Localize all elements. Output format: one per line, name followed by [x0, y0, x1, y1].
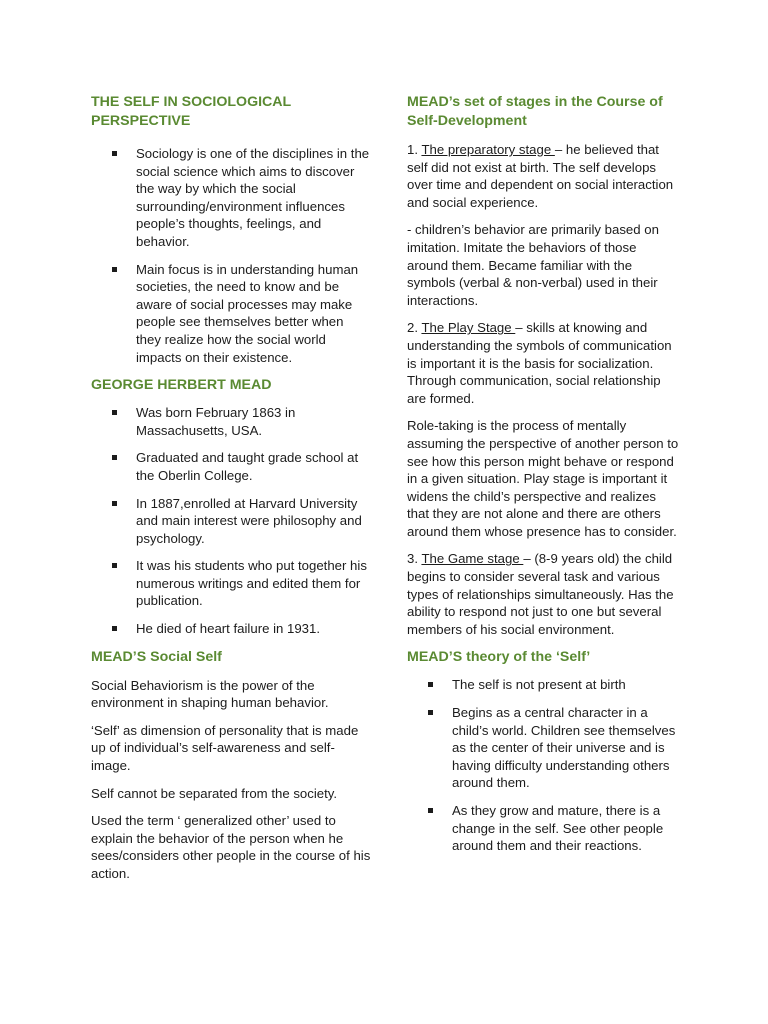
- bullet-icon: [112, 151, 117, 156]
- intro-bullet-list: [91, 145, 371, 366]
- left-column: [91, 93, 371, 893]
- section-heading-mead: GEORGE HERBERT MEAD: [91, 377, 272, 394]
- stages-section: [407, 141, 679, 638]
- right-column: [407, 93, 679, 865]
- list-item: Was born February 1863 in Massachusetts, USA.: [91, 404, 371, 439]
- paragraph: Self cannot be separated from the society.: [91, 785, 338, 801]
- list-item: Main focus is in understanding human societies, the need to know and be aware of social processes may make people see themselves better when they realize how the social world impacts on their existence.: [91, 261, 371, 367]
- paragraph: ‘Self’ as dimension of personality that is made up of individual’s self-awareness and self- image.: [91, 722, 359, 774]
- bullet-icon: [112, 563, 117, 568]
- bullet-icon: [428, 682, 433, 687]
- stage-preparatory: 1. The preparatory stage – he believed that self did not exist at birth. The self develops over time and dependent on social interaction and social experience.: [407, 142, 674, 210]
- section-heading-social-self: MEAD’S Social Self: [91, 648, 222, 665]
- bullet-icon: [112, 455, 117, 460]
- stage-game: 3. The Game stage – (8-9 years old) the child begins to consider several task and various types of relationships simultaneously. Has the ability to respond not just to one but several members of his social environment.: [407, 551, 674, 637]
- paragraph: Used the term ‘ generalized other’ used to explain the behavior of the person when he sees/considers other people in the course of his action.: [91, 813, 371, 881]
- list-item: Begins as a central character in a child’s world. Children see themselves as the center of their universe and is having difficulty understanding others around them.: [407, 704, 679, 792]
- list-item: The self is not present at birth: [407, 676, 679, 694]
- stage-play: 2. The Play Stage – skills at knowing and understanding the symbols of communication is important it is the basis for socialization. Through communication, social relationship are formed.: [407, 320, 672, 406]
- list-item: As they grow and mature, there is a change in the self. See other people around them and their reactions.: [407, 802, 679, 855]
- bullet-icon: [428, 808, 433, 813]
- stage-name: The Game stage: [421, 551, 524, 567]
- section-heading-self-sociological: THE SELF IN SOCIOLOGICAL PERSPECTIVE: [91, 94, 291, 129]
- theory-bullet-list: [407, 676, 679, 854]
- list-item: In 1887,enrolled at Harvard University and main interest were philosophy and psychology.: [91, 495, 371, 548]
- paragraph: - children’s behavior are primarily based on imitation. Imitate the behaviors of those around them. Became familiar with the symbols (verbal & non-verbal) used in their interactions.: [407, 222, 659, 308]
- list-item: Graduated and taught grade school at the Oberlin College.: [91, 449, 371, 484]
- list-item: It was his students who put together his numerous writings and edited them for publication.: [91, 557, 371, 610]
- section-heading-stages: MEAD’s set of stages in the Course of Self-Development: [407, 94, 663, 129]
- social-self-paragraphs: [91, 677, 371, 883]
- bullet-icon: [112, 626, 117, 631]
- bullet-icon: [112, 501, 117, 506]
- paragraph: Role-taking is the process of mentally assuming the perspective of another person to see how this person might behave or respond in a given situation. Play stage is important it widens the child’s perspective and realizes that they are not alone and there are others around them whose presence has to consider.: [407, 418, 679, 539]
- bullet-icon: [112, 267, 117, 272]
- stage-name: The Play Stage: [421, 320, 516, 336]
- stage-name: The preparatory stage: [421, 142, 555, 157]
- bullet-icon: [428, 710, 433, 715]
- list-item: He died of heart failure in 1931.: [91, 620, 371, 638]
- mead-bio-bullet-list: [91, 404, 371, 638]
- section-heading-theory-self: MEAD’S theory of the ‘Self’: [407, 649, 591, 666]
- paragraph: Social Behaviorism is the power of the environment in shaping human behavior.: [91, 677, 329, 711]
- list-item: Sociology is one of the disciplines in the social science which aims to discover the way by which the social surrounding/environment influences people’s thoughts, feelings, and behavior.: [91, 145, 371, 251]
- bullet-icon: [112, 410, 117, 415]
